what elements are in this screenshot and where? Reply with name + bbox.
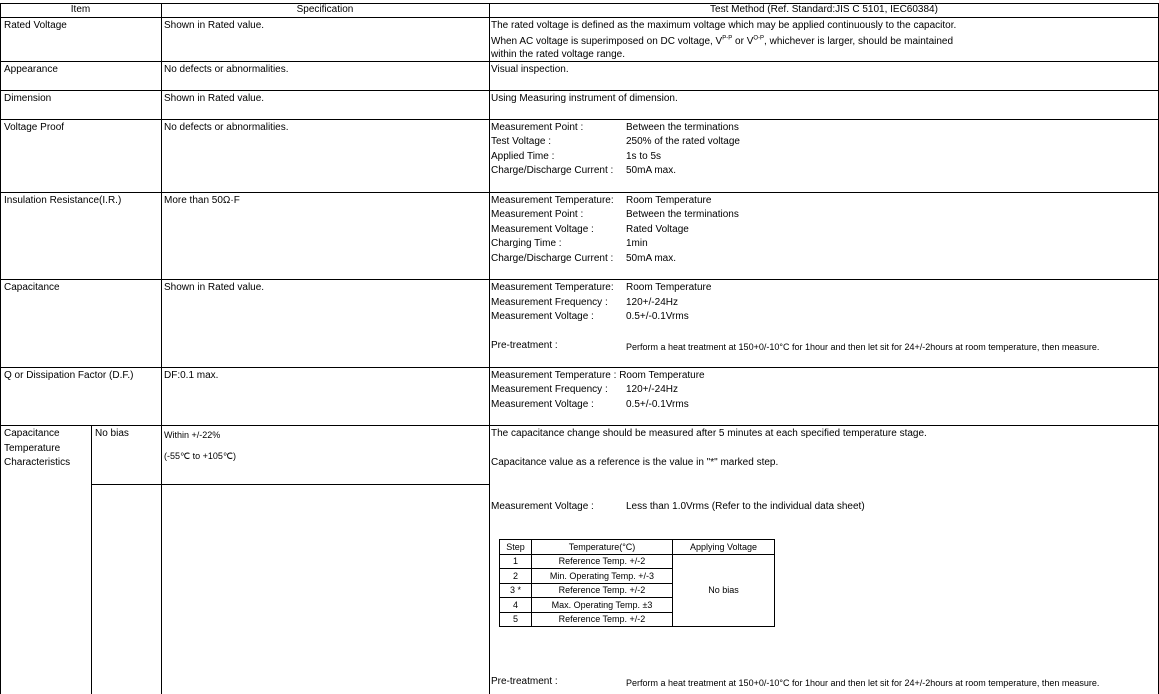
header-specification: Specification: [296, 4, 354, 15]
ir-label-point: Measurement Point :: [491, 209, 584, 220]
temperature-cell: Reference Temp. +/-2: [532, 583, 673, 598]
temperature-cell: Reference Temp. +/-2: [532, 612, 673, 627]
cap-temp-method-line1: The capacitance change should be measured after 5 minutes at each specified temperature stage.: [491, 428, 927, 439]
dimension-method: Using Measuring instrument of dimension.: [491, 93, 678, 104]
ir-value-charge-current: 50mA max.: [626, 253, 677, 264]
cap-label-temperature: Measurement Temperature:: [491, 282, 614, 293]
vp-label-charge-current: Charge/Discharge Current :: [491, 165, 614, 176]
cap-label-frequency: Measurement Frequency :: [491, 297, 608, 308]
cap-pre-treatment-label: Pre-treatment :: [491, 340, 558, 351]
capacitance-spec: Shown in Rated value.: [164, 282, 265, 293]
ir-label-temperature: Measurement Temperature:: [491, 195, 614, 206]
applying-voltage-header: Applying Voltage: [673, 540, 775, 555]
vp-label-test-voltage: Test Voltage :: [491, 136, 552, 147]
cap-temp-spec-line2: (-55℃ to +105℃): [164, 451, 236, 461]
rated-voltage-method-line1: The rated voltage is defined as the maximum voltage which may be applied continuously to the capacitor.: [491, 20, 957, 31]
rated-voltage-spec: Shown in Rated value.: [164, 20, 265, 31]
vp-label-measurement-point: Measurement Point :: [491, 122, 584, 133]
cap-temp-pre-treatment-label: Pre-treatment :: [491, 676, 558, 687]
ir-value-charging-time: 1min: [626, 238, 648, 249]
qdf-label-temperature: Measurement Temperature : Room Temperature: [491, 370, 705, 381]
cap-temp-item-line3: Characteristics: [4, 457, 71, 468]
temperature-cell: Reference Temp. +/-2: [532, 554, 673, 569]
q-df-spec: DF:0.1 max.: [164, 370, 219, 381]
vp-value-test-voltage: 250% of the rated voltage: [626, 136, 740, 147]
cap-temp-method-line2: Capacitance value as a reference is the value in "*" marked step.: [491, 457, 779, 468]
temperature-header: Temperature(°C): [532, 540, 673, 555]
insulation-spec: More than 50Ω·F: [164, 195, 240, 206]
cap-temp-spec-line1: Within +/-22%: [164, 430, 221, 440]
ir-value-voltage: Rated Voltage: [626, 224, 689, 235]
cap-temp-mv-value: Less than 1.0Vrms (Refer to the individual data sheet): [626, 501, 865, 512]
voltage-proof-spec: No defects or abnormalities.: [164, 122, 289, 133]
temperature-cell: Max. Operating Temp. ±3: [532, 598, 673, 613]
step-cell: 2: [500, 569, 532, 584]
header-test-method: Test Method (Ref. Standard:JIS C 5101, IEC60384): [710, 4, 938, 15]
ir-value-temperature: Room Temperature: [626, 195, 712, 206]
step-cell: 3 *: [500, 583, 532, 598]
cap-temp-sub-item: No bias: [95, 428, 129, 439]
insulation-item: Insulation Resistance(I.R.): [4, 195, 122, 206]
step-cell: 5: [500, 612, 532, 627]
step-table: [499, 539, 775, 627]
table-row: [500, 554, 775, 569]
vp-value-applied-time: 1s to 5s: [626, 151, 662, 162]
qdf-value-voltage: 0.5+/-0.1Vrms: [626, 399, 689, 410]
qdf-label-frequency: Measurement Frequency :: [491, 384, 608, 395]
appearance-method: Visual inspection.: [491, 64, 569, 75]
qdf-label-voltage: Measurement Voltage :: [491, 399, 594, 410]
cap-value-temperature: Room Temperature: [626, 282, 712, 293]
dimension-spec: Shown in Rated value.: [164, 93, 265, 104]
vp-label-applied-time: Applied Time :: [491, 151, 555, 162]
ir-label-charging-time: Charging Time :: [491, 238, 562, 249]
capacitance-item: Capacitance: [4, 282, 60, 293]
rated-voltage-method-line3: within the rated voltage range.: [491, 49, 625, 60]
qdf-value-frequency: 120+/-24Hz: [626, 384, 678, 395]
cap-temp-pre-treatment-text: Perform a heat treatment at 150+0/-10°C for 1hour and then let sit for 24+/-2hours at room temperature, then measure.: [626, 678, 1100, 688]
cap-value-voltage: 0.5+/-0.1Vrms: [626, 311, 689, 322]
header-item: Item: [70, 4, 91, 15]
ir-label-voltage: Measurement Voltage :: [491, 224, 594, 235]
cap-temp-mv-label: Measurement Voltage :: [491, 501, 594, 512]
step-table-header: [500, 540, 775, 555]
cap-value-frequency: 120+/-24Hz: [626, 297, 678, 308]
step-cell: 4: [500, 598, 532, 613]
applying-voltage-cell: No bias: [673, 554, 775, 627]
cap-temp-item-line2: Temperature: [4, 443, 61, 454]
step-cell: 1: [500, 554, 532, 569]
appearance-spec: No defects or abnormalities.: [164, 64, 289, 75]
temperature-cell: Min. Operating Temp. +/-3: [532, 569, 673, 584]
dimension-item: Dimension: [4, 93, 52, 104]
ir-label-charge-current: Charge/Discharge Current :: [491, 253, 614, 264]
rated-voltage-item: Rated Voltage: [4, 20, 67, 31]
cap-pre-treatment-text: Perform a heat treatment at 150+0/-10°C for 1hour and then let sit for 24+/-2hours at room temperature, then measure.: [626, 342, 1100, 352]
appearance-item: Appearance: [4, 64, 58, 75]
cap-label-voltage: Measurement Voltage :: [491, 311, 594, 322]
vp-value-charge-current: 50mA max.: [626, 165, 677, 176]
vp-value-measurement-point: Between the terminations: [626, 122, 739, 133]
ir-value-point: Between the terminations: [626, 209, 739, 220]
voltage-proof-item: Voltage Proof: [4, 122, 65, 133]
cap-temp-item-line1: Capacitance: [4, 428, 60, 439]
step-header: Step: [500, 540, 532, 555]
q-df-item: Q or Dissipation Factor (D.F.): [4, 370, 134, 381]
rated-voltage-method-line2: When AC voltage is superimposed on DC voltage, $V^{P-P}$ or $V^{O-P}$, whichever is larger, should be maintained: [491, 35, 954, 47]
